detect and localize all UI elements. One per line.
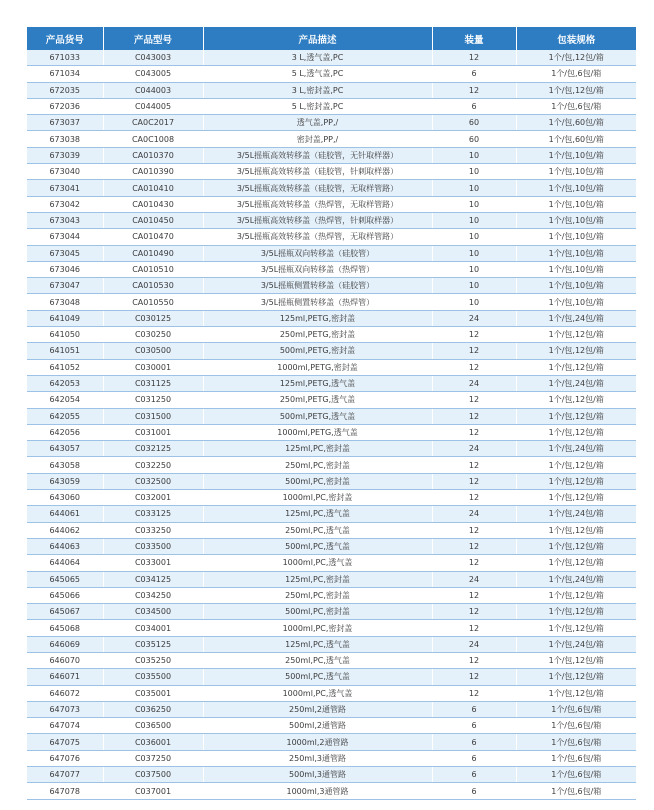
- cell-quantity: 12: [432, 685, 516, 701]
- cell-product-description: 500ml,PC,透气盖: [203, 538, 432, 554]
- cell-packaging: 1个/包,12包/箱: [516, 408, 636, 424]
- cell-packaging: 1个/包,6包/箱: [516, 734, 636, 750]
- table-row: [27, 196, 636, 212]
- cell-product-model: C031001: [103, 424, 203, 440]
- cell-product-model: CA010390: [103, 164, 203, 180]
- cell-product-code: 643060: [27, 490, 103, 506]
- cell-product-description: 125ml,PC,密封盖: [203, 441, 432, 457]
- cell-product-description: 3/5L摇瓶高效转移盖（硅胶管，针刺取样器）: [203, 164, 432, 180]
- cell-product-model: CA010490: [103, 245, 203, 261]
- cell-quantity: 12: [432, 538, 516, 554]
- cell-product-code: 641052: [27, 359, 103, 375]
- cell-packaging: 1个/包,24包/箱: [516, 310, 636, 326]
- cell-product-code: 647075: [27, 734, 103, 750]
- cell-product-model: C036250: [103, 701, 203, 717]
- cell-packaging: 1个/包,60包/箱: [516, 131, 636, 147]
- cell-quantity: 6: [432, 734, 516, 750]
- cell-packaging: 1个/包,12包/箱: [516, 457, 636, 473]
- cell-quantity: 12: [432, 392, 516, 408]
- table-row: [27, 392, 636, 408]
- header-row: [27, 27, 636, 50]
- cell-quantity: 12: [432, 473, 516, 489]
- cell-product-model: C043003: [103, 50, 203, 66]
- cell-product-description: 250ml,PC,透气盖: [203, 522, 432, 538]
- cell-product-model: CA010470: [103, 229, 203, 245]
- cell-product-description: 3 L,透气盖,PC: [203, 50, 432, 66]
- cell-product-description: 500ml,PETG,透气盖: [203, 408, 432, 424]
- cell-product-description: 250ml,PETG,密封盖: [203, 327, 432, 343]
- cell-quantity: 12: [432, 522, 516, 538]
- cell-packaging: 1个/包,10包/箱: [516, 245, 636, 261]
- cell-packaging: 1个/包,12包/箱: [516, 555, 636, 571]
- cell-product-code: 641051: [27, 343, 103, 359]
- cell-packaging: 1个/包,12包/箱: [516, 473, 636, 489]
- table-row: [27, 669, 636, 685]
- cell-packaging: 1个/包,12包/箱: [516, 392, 636, 408]
- table-row: [27, 587, 636, 603]
- cell-product-code: 671033: [27, 50, 103, 66]
- cell-product-code: 643059: [27, 473, 103, 489]
- cell-product-code: 644063: [27, 538, 103, 554]
- cell-quantity: 24: [432, 506, 516, 522]
- cell-packaging: 1个/包,12包/箱: [516, 359, 636, 375]
- table-row: [27, 310, 636, 326]
- cell-product-code: 642054: [27, 392, 103, 408]
- cell-quantity: 10: [432, 245, 516, 261]
- cell-product-code: 673046: [27, 261, 103, 277]
- cell-quantity: 12: [432, 424, 516, 440]
- header-quantity: 装量: [432, 27, 516, 50]
- table-row: [27, 490, 636, 506]
- cell-product-description: 1000ml,PETG,透气盖: [203, 424, 432, 440]
- cell-quantity: 10: [432, 164, 516, 180]
- table-row: [27, 359, 636, 375]
- cell-product-code: 646070: [27, 652, 103, 668]
- cell-quantity: 6: [432, 767, 516, 783]
- cell-quantity: 10: [432, 180, 516, 196]
- cell-product-description: 3/5L摇瓶高效转移盖（硅胶管，无针取样器）: [203, 147, 432, 163]
- cell-product-code: 642053: [27, 375, 103, 391]
- cell-packaging: 1个/包,12包/箱: [516, 490, 636, 506]
- cell-quantity: 10: [432, 196, 516, 212]
- cell-packaging: 1个/包,12包/箱: [516, 685, 636, 701]
- table-row: [27, 327, 636, 343]
- cell-quantity: 12: [432, 604, 516, 620]
- cell-product-model: C031250: [103, 392, 203, 408]
- cell-product-model: C035500: [103, 669, 203, 685]
- table-header: [27, 27, 636, 50]
- cell-product-model: C036001: [103, 734, 203, 750]
- cell-quantity: 12: [432, 457, 516, 473]
- cell-packaging: 1个/包,12包/箱: [516, 604, 636, 620]
- header-product-model: 产品型号: [103, 27, 203, 50]
- cell-quantity: 12: [432, 669, 516, 685]
- cell-product-code: 645066: [27, 587, 103, 603]
- table-row: [27, 180, 636, 196]
- cell-product-code: 673044: [27, 229, 103, 245]
- cell-product-model: C030001: [103, 359, 203, 375]
- table-row: [27, 767, 636, 783]
- cell-packaging: 1个/包,24包/箱: [516, 375, 636, 391]
- cell-product-description: 3/5L摇瓶高效转移盖（热焊管，无取样管路）: [203, 196, 432, 212]
- table-row: [27, 424, 636, 440]
- table-row: [27, 620, 636, 636]
- cell-product-code: 673042: [27, 196, 103, 212]
- cell-product-model: C034250: [103, 587, 203, 603]
- cell-quantity: 12: [432, 359, 516, 375]
- cell-product-description: 5 L,密封盖,PC: [203, 98, 432, 114]
- cell-quantity: 10: [432, 212, 516, 228]
- table-row: [27, 701, 636, 717]
- table-row: [27, 245, 636, 261]
- table-row: [27, 212, 636, 228]
- cell-product-description: 250ml,2通管路: [203, 701, 432, 717]
- cell-product-description: 125ml,PC,透气盖: [203, 636, 432, 652]
- cell-product-model: C030500: [103, 343, 203, 359]
- cell-product-model: CA010530: [103, 278, 203, 294]
- cell-quantity: 12: [432, 327, 516, 343]
- cell-product-code: 642056: [27, 424, 103, 440]
- cell-product-description: 500ml,PC,密封盖: [203, 473, 432, 489]
- cell-product-model: C030125: [103, 310, 203, 326]
- cell-product-description: 透气盖,PP,/: [203, 115, 432, 131]
- table-row: [27, 685, 636, 701]
- cell-packaging: 1个/包,6包/箱: [516, 783, 636, 799]
- cell-quantity: 12: [432, 490, 516, 506]
- cell-quantity: 6: [432, 98, 516, 114]
- cell-quantity: 10: [432, 294, 516, 310]
- cell-product-description: 125ml,PETG,密封盖: [203, 310, 432, 326]
- cell-product-description: 3/5L摇瓶侧置转移盖（硅胶管）: [203, 278, 432, 294]
- table-row: [27, 652, 636, 668]
- cell-packaging: 1个/包,10包/箱: [516, 196, 636, 212]
- cell-product-code: 672035: [27, 82, 103, 98]
- cell-product-model: C037001: [103, 783, 203, 799]
- cell-product-code: 673038: [27, 131, 103, 147]
- cell-product-description: 5 L,透气盖,PC: [203, 66, 432, 82]
- table-body: [27, 50, 636, 799]
- cell-packaging: 1个/包,12包/箱: [516, 652, 636, 668]
- cell-product-description: 3/5L摇瓶侧置转移盖（热焊管）: [203, 294, 432, 310]
- cell-packaging: 1个/包,6包/箱: [516, 767, 636, 783]
- cell-quantity: 12: [432, 555, 516, 571]
- cell-product-description: 1000ml,PETG,密封盖: [203, 359, 432, 375]
- table-row: [27, 555, 636, 571]
- cell-quantity: 12: [432, 652, 516, 668]
- cell-product-model: C034125: [103, 571, 203, 587]
- cell-packaging: 1个/包,24包/箱: [516, 441, 636, 457]
- cell-product-code: 646072: [27, 685, 103, 701]
- cell-packaging: 1个/包,10包/箱: [516, 212, 636, 228]
- cell-product-model: CA010450: [103, 212, 203, 228]
- cell-product-code: 645067: [27, 604, 103, 620]
- table-row: [27, 408, 636, 424]
- cell-product-description: 3/5L摇瓶双向转移盖（热焊管）: [203, 261, 432, 277]
- cell-packaging: 1个/包,6包/箱: [516, 66, 636, 82]
- cell-product-description: 3/5L摇瓶双向转移盖（硅胶管）: [203, 245, 432, 261]
- table-row: [27, 750, 636, 766]
- cell-product-code: 644061: [27, 506, 103, 522]
- table-row: [27, 604, 636, 620]
- table-row: [27, 375, 636, 391]
- cell-product-model: C034001: [103, 620, 203, 636]
- cell-packaging: 1个/包,10包/箱: [516, 164, 636, 180]
- table-row: [27, 506, 636, 522]
- cell-packaging: 1个/包,10包/箱: [516, 147, 636, 163]
- cell-packaging: 1个/包,12包/箱: [516, 327, 636, 343]
- cell-product-model: CA010510: [103, 261, 203, 277]
- cell-product-model: CA010430: [103, 196, 203, 212]
- cell-product-code: 673040: [27, 164, 103, 180]
- cell-quantity: 6: [432, 750, 516, 766]
- cell-quantity: 6: [432, 718, 516, 734]
- cell-product-model: C034500: [103, 604, 203, 620]
- table-row: [27, 294, 636, 310]
- table-row: [27, 115, 636, 131]
- cell-quantity: 10: [432, 229, 516, 245]
- table-row: [27, 66, 636, 82]
- header-product-code: 产品货号: [27, 27, 103, 50]
- cell-quantity: 24: [432, 636, 516, 652]
- cell-quantity: 6: [432, 66, 516, 82]
- table-row: [27, 538, 636, 554]
- cell-product-code: 641049: [27, 310, 103, 326]
- cell-quantity: 60: [432, 131, 516, 147]
- cell-product-description: 密封盖,PP,/: [203, 131, 432, 147]
- cell-product-description: 1000ml,PC,透气盖: [203, 685, 432, 701]
- table-row: [27, 261, 636, 277]
- cell-packaging: 1个/包,6包/箱: [516, 718, 636, 734]
- table-row: [27, 718, 636, 734]
- cell-product-description: 250ml,3通管路: [203, 750, 432, 766]
- cell-product-model: C044003: [103, 82, 203, 98]
- cell-product-description: 125ml,PC,透气盖: [203, 506, 432, 522]
- table-row: [27, 571, 636, 587]
- cell-packaging: 1个/包,12包/箱: [516, 424, 636, 440]
- cell-packaging: 1个/包,6包/箱: [516, 701, 636, 717]
- cell-product-model: CA010370: [103, 147, 203, 163]
- cell-product-description: 3/5L摇瓶高效转移盖（热焊管，针刺取样器）: [203, 212, 432, 228]
- cell-product-model: C031125: [103, 375, 203, 391]
- cell-product-code: 643057: [27, 441, 103, 457]
- cell-product-code: 673043: [27, 212, 103, 228]
- cell-product-description: 500ml,PC,透气盖: [203, 669, 432, 685]
- table-row: [27, 229, 636, 245]
- cell-quantity: 12: [432, 408, 516, 424]
- cell-product-code: 673041: [27, 180, 103, 196]
- cell-product-model: C033500: [103, 538, 203, 554]
- cell-quantity: 24: [432, 375, 516, 391]
- table-row: [27, 636, 636, 652]
- cell-quantity: 12: [432, 620, 516, 636]
- cell-packaging: 1个/包,24包/箱: [516, 636, 636, 652]
- table-row: [27, 343, 636, 359]
- cell-product-model: C033250: [103, 522, 203, 538]
- header-packaging: 包装规格: [516, 27, 636, 50]
- table-row: [27, 147, 636, 163]
- cell-quantity: 12: [432, 587, 516, 603]
- cell-product-model: CA010410: [103, 180, 203, 196]
- table-row: [27, 50, 636, 66]
- cell-product-model: C043005: [103, 66, 203, 82]
- table-row: [27, 441, 636, 457]
- cell-packaging: 1个/包,6包/箱: [516, 750, 636, 766]
- cell-product-code: 673037: [27, 115, 103, 131]
- header-product-description: 产品描述: [203, 27, 432, 50]
- cell-product-description: 1000ml,3通管路: [203, 783, 432, 799]
- cell-product-model: C035125: [103, 636, 203, 652]
- cell-product-description: 250ml,PC,密封盖: [203, 457, 432, 473]
- table-row: [27, 522, 636, 538]
- cell-packaging: 1个/包,10包/箱: [516, 229, 636, 245]
- cell-quantity: 12: [432, 82, 516, 98]
- cell-packaging: 1个/包,24包/箱: [516, 571, 636, 587]
- cell-product-model: C033125: [103, 506, 203, 522]
- cell-product-description: 250ml,PC,密封盖: [203, 587, 432, 603]
- cell-packaging: 1个/包,12包/箱: [516, 522, 636, 538]
- cell-quantity: 24: [432, 310, 516, 326]
- cell-quantity: 24: [432, 571, 516, 587]
- cell-product-code: 647076: [27, 750, 103, 766]
- cell-packaging: 1个/包,10包/箱: [516, 294, 636, 310]
- cell-product-description: 125ml,PC,密封盖: [203, 571, 432, 587]
- cell-product-model: C037250: [103, 750, 203, 766]
- cell-packaging: 1个/包,10包/箱: [516, 180, 636, 196]
- cell-product-code: 673045: [27, 245, 103, 261]
- cell-packaging: 1个/包,12包/箱: [516, 50, 636, 66]
- table-row: [27, 82, 636, 98]
- cell-product-code: 645068: [27, 620, 103, 636]
- cell-product-model: CA0C1008: [103, 131, 203, 147]
- cell-product-model: C035250: [103, 652, 203, 668]
- cell-product-code: 644064: [27, 555, 103, 571]
- table-row: [27, 98, 636, 114]
- cell-product-description: 3 L,密封盖,PC: [203, 82, 432, 98]
- cell-product-code: 672036: [27, 98, 103, 114]
- cell-product-model: C030250: [103, 327, 203, 343]
- cell-product-model: C035001: [103, 685, 203, 701]
- cell-packaging: 1个/包,12包/箱: [516, 669, 636, 685]
- table-row: [27, 734, 636, 750]
- cell-packaging: 1个/包,12包/箱: [516, 587, 636, 603]
- cell-packaging: 1个/包,12包/箱: [516, 538, 636, 554]
- cell-product-model: C032125: [103, 441, 203, 457]
- cell-product-code: 671034: [27, 66, 103, 82]
- cell-product-code: 647077: [27, 767, 103, 783]
- cell-product-code: 673039: [27, 147, 103, 163]
- table-row: [27, 164, 636, 180]
- table-row: [27, 278, 636, 294]
- cell-product-model: C033001: [103, 555, 203, 571]
- cell-product-description: 3/5L摇瓶高效转移盖（热焊管，无取样管路）: [203, 229, 432, 245]
- cell-quantity: 24: [432, 441, 516, 457]
- cell-product-description: 1000ml,PC,透气盖: [203, 555, 432, 571]
- cell-product-code: 643058: [27, 457, 103, 473]
- cell-product-model: C036500: [103, 718, 203, 734]
- cell-product-description: 125ml,PETG,透气盖: [203, 375, 432, 391]
- cell-quantity: 60: [432, 115, 516, 131]
- cell-product-model: C032250: [103, 457, 203, 473]
- cell-product-model: C032500: [103, 473, 203, 489]
- cell-product-code: 644062: [27, 522, 103, 538]
- cell-product-code: 642055: [27, 408, 103, 424]
- cell-packaging: 1个/包,6包/箱: [516, 98, 636, 114]
- table-row: [27, 783, 636, 799]
- cell-packaging: 1个/包,12包/箱: [516, 620, 636, 636]
- cell-product-description: 250ml,PC,透气盖: [203, 652, 432, 668]
- cell-product-code: 646071: [27, 669, 103, 685]
- cell-quantity: 10: [432, 261, 516, 277]
- cell-packaging: 1个/包,12包/箱: [516, 343, 636, 359]
- cell-product-code: 647078: [27, 783, 103, 799]
- cell-product-description: 500ml,2通管路: [203, 718, 432, 734]
- cell-product-description: 500ml,3通管路: [203, 767, 432, 783]
- cell-product-model: C037500: [103, 767, 203, 783]
- cell-product-model: C032001: [103, 490, 203, 506]
- cell-quantity: 6: [432, 701, 516, 717]
- cell-product-description: 1000ml,PC,密封盖: [203, 620, 432, 636]
- cell-product-code: 647073: [27, 701, 103, 717]
- cell-quantity: 12: [432, 50, 516, 66]
- product-table-container: [27, 27, 636, 800]
- cell-product-code: 641050: [27, 327, 103, 343]
- product-table: [27, 27, 636, 800]
- cell-packaging: 1个/包,60包/箱: [516, 115, 636, 131]
- cell-product-description: 500ml,PC,密封盖: [203, 604, 432, 620]
- cell-product-code: 673047: [27, 278, 103, 294]
- cell-product-description: 3/5L摇瓶高效转移盖（硅胶管，无取样管路）: [203, 180, 432, 196]
- cell-product-code: 646069: [27, 636, 103, 652]
- cell-product-code: 673048: [27, 294, 103, 310]
- cell-product-model: C031500: [103, 408, 203, 424]
- table-row: [27, 473, 636, 489]
- cell-quantity: 10: [432, 278, 516, 294]
- cell-product-description: 250ml,PETG,透气盖: [203, 392, 432, 408]
- cell-quantity: 10: [432, 147, 516, 163]
- cell-packaging: 1个/包,24包/箱: [516, 506, 636, 522]
- cell-product-model: CA010550: [103, 294, 203, 310]
- cell-packaging: 1个/包,12包/箱: [516, 82, 636, 98]
- cell-product-code: 645065: [27, 571, 103, 587]
- cell-packaging: 1个/包,10包/箱: [516, 261, 636, 277]
- cell-quantity: 12: [432, 343, 516, 359]
- cell-product-code: 647074: [27, 718, 103, 734]
- cell-product-description: 1000ml,PC,密封盖: [203, 490, 432, 506]
- cell-packaging: 1个/包,10包/箱: [516, 278, 636, 294]
- table-row: [27, 457, 636, 473]
- cell-product-model: CA0C2017: [103, 115, 203, 131]
- cell-product-description: 500ml,PETG,密封盖: [203, 343, 432, 359]
- cell-quantity: 6: [432, 783, 516, 799]
- table-row: [27, 131, 636, 147]
- cell-product-model: C044005: [103, 98, 203, 114]
- cell-product-description: 1000ml,2通管路: [203, 734, 432, 750]
